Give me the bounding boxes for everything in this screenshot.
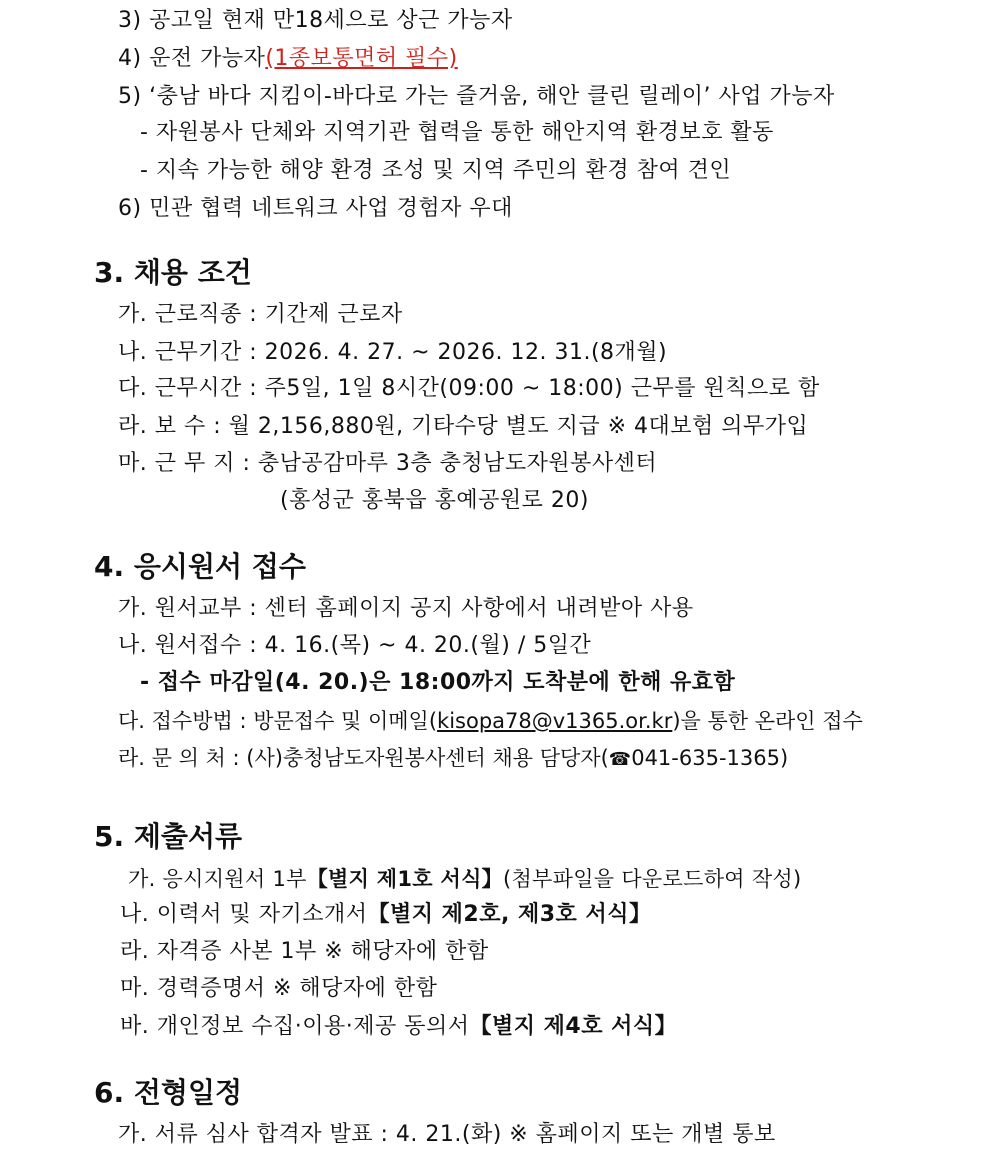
eligibility-item-5: 5) ‘충남 바다 지킴이-바다로 가는 즐거움, 해안 클린 릴레이’ 사업 가능자 <box>118 84 835 109</box>
eligibility-item-4 <box>118 44 458 74</box>
salary: 라. 보 수 : 월 2,156,880원, 기타수당 별도 지급 ※ 4대보험 의무가입 <box>118 414 809 439</box>
document-1-note: (첨부파일을 다운로드하여 작성) <box>502 867 802 891</box>
document-1-form: 【별지 제1호 서식】 <box>306 867 503 891</box>
inquiry <box>118 743 788 775</box>
document-2-form: 【별지 제2호, 제3호 서식】 <box>367 902 652 927</box>
application-method-suffix: )을 통한 온라인 접수 <box>672 709 863 733</box>
document-2 <box>120 900 651 930</box>
eligibility-item-5-sub-2: - 지속 가능한 해양 환경 조성 및 지역 주민의 환경 참여 견인 <box>140 158 732 183</box>
work-location: 마. 근 무 지 : 충남공감마루 3층 충청남도자원봉사센터 <box>118 451 658 476</box>
document-5-form: 【별지 제4호 서식】 <box>469 1014 678 1039</box>
document-2-text: 나. 이력서 및 자기소개서 <box>120 902 368 927</box>
document-1 <box>128 864 802 894</box>
application-email-link[interactable]: kisopa78@v1365.or.kr <box>437 709 673 733</box>
form-distribution: 가. 원서교부 : 센터 홈페이지 공지 사항에서 내려받아 사용 <box>118 596 694 621</box>
phone-icon: ☎ <box>608 749 632 770</box>
eligibility-item-6: 6) 민관 협력 네트워크 사업 경험자 우대 <box>118 196 513 221</box>
license-requirement: (1종보통면허 필수) <box>265 46 458 71</box>
work-hours: 다. 근무시간 : 주5일, 1일 8시간(09:00 ~ 18:00) 근무를 원칙으로 함 <box>118 376 820 401</box>
application-period: 나. 원서접수 : 4. 16.(목) ~ 4. 20.(월) / 5일간 <box>118 633 592 658</box>
eligibility-item-4-text: 4) 운전 가능자 <box>118 46 266 71</box>
employment-type: 가. 근로직종 : 기간제 근로자 <box>118 302 403 327</box>
inquiry-text: 라. 문 의 처 : (사)충청남도자원봉사센터 채용 담당자( <box>118 746 609 770</box>
deadline-note: - 접수 마감일(4. 20.)은 18:00까지 도착분에 한해 유효함 <box>140 670 736 695</box>
document-3: 라. 자격증 사본 1부 ※ 해당자에 한함 <box>120 939 489 964</box>
work-period: 나. 근무기간 : 2026. 4. 27. ~ 2026. 12. 31.(8개월) <box>118 340 668 365</box>
document-1-text: 가. 응시지원서 1부 <box>128 867 307 891</box>
application-method <box>118 706 863 736</box>
document-5-text: 바. 개인정보 수집·이용·제공 동의서 <box>120 1014 470 1039</box>
document-5 <box>120 1012 677 1042</box>
section-4-heading: 4. 응시원서 접수 <box>94 550 306 583</box>
eligibility-item-3: 3) 공고일 현재 만18세으로 상근 가능자 <box>118 8 513 33</box>
work-address: (홍성군 홍북읍 홍예공원로 20) <box>280 488 589 513</box>
inquiry-phone: 041-635-1365) <box>631 746 789 770</box>
schedule-item-1: 가. 서류 심사 합격자 발표 : 4. 21.(화) ※ 홈페이지 또는 개별 통보 <box>118 1122 776 1147</box>
document-4: 마. 경력증명서 ※ 해당자에 한함 <box>120 976 438 1001</box>
application-method-text: 다. 접수방법 : 방문접수 및 이메일( <box>118 709 438 733</box>
section-6-heading: 6. 전형일정 <box>94 1076 243 1109</box>
eligibility-item-5-sub-1: - 자원봉사 단체와 지역기관 협력을 통한 해안지역 환경보호 활동 <box>140 120 774 145</box>
section-3-heading: 3. 채용 조건 <box>94 256 252 289</box>
section-5-heading: 5. 제출서류 <box>94 820 243 853</box>
